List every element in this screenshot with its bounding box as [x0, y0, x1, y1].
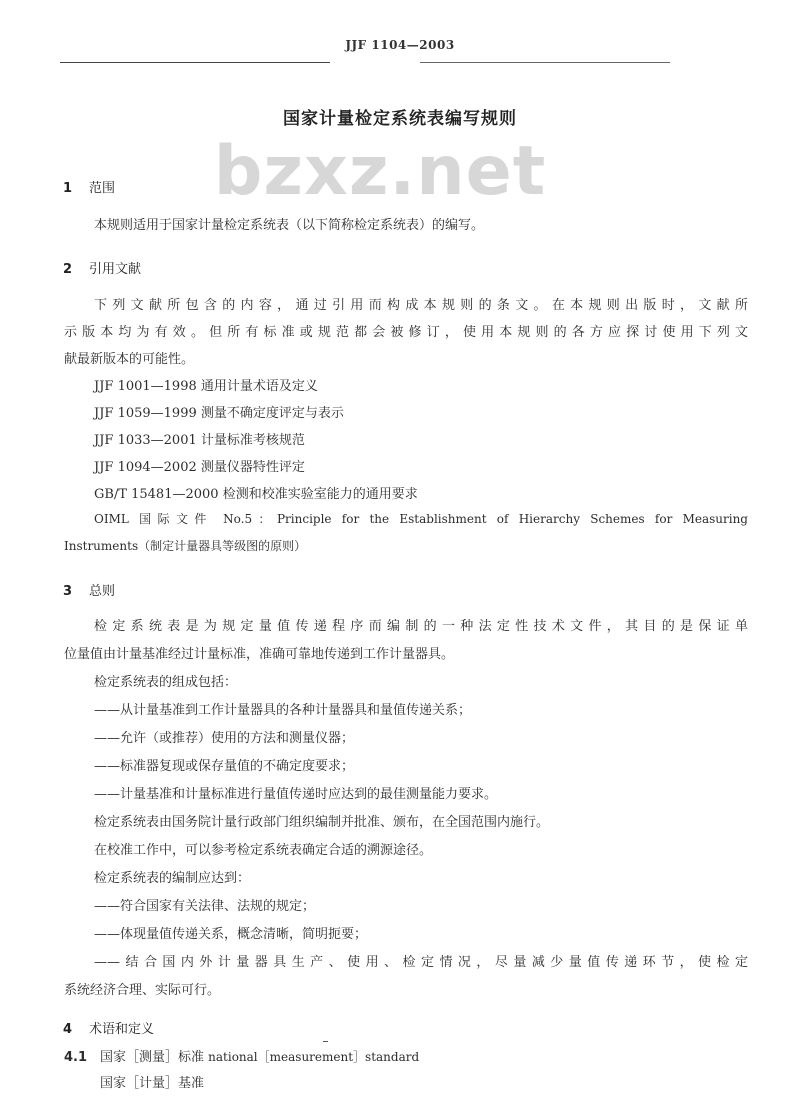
list-item: ——体现量值传递关系，概念清晰，简明扼要； — [94, 927, 368, 942]
section-number: 1 — [63, 181, 73, 196]
section-3-para-5: 检定系统表的编制应达到： — [94, 871, 251, 886]
section-heading-1 — [63, 177, 115, 196]
section-2-intro-line-3: 献最新版本的可能性。 — [64, 352, 195, 367]
scan-mark — [323, 1041, 328, 1042]
section-heading-4 — [63, 1018, 154, 1037]
section-1-paragraph: 本规则适用于国家计量检定系统表（以下简称检定系统表）的编写。 — [94, 218, 485, 233]
reference-item: JJF 1094—2002 测量仪器特性评定 — [94, 460, 305, 475]
reference-item: GB/T 15481—2000 检测和校准实验室能力的通用要求 — [94, 487, 418, 502]
reference-oiml-line-2: Instruments（制定计量器具等级图的原则） — [64, 539, 307, 553]
section-number: 2 — [63, 262, 73, 277]
list-item: ——符合国家有关法律、法规的规定； — [94, 899, 316, 914]
list-item-line-2: 系统经济合理、实际可行。 — [64, 983, 221, 998]
section-number: 4 — [63, 1022, 73, 1037]
list-item: ——从计量基准到工作计量器具的各种计量器具和量值传递关系； — [94, 703, 472, 718]
reference-item: JJF 1001—1998 通用计量术语及定义 — [94, 379, 318, 394]
section-heading-3 — [63, 580, 115, 599]
list-item: ——计量基准和计量标准进行量值传递时应达到的最佳测量能力要求。 — [94, 787, 498, 802]
term-entry — [64, 1046, 419, 1065]
header-standard-code: JJF 1104—2003 — [345, 38, 455, 52]
document-title: 国家计量检定系统表编写规则 — [283, 109, 517, 129]
section-number: 3 — [63, 584, 73, 599]
term-synonym: 国家［计量］基准 — [100, 1076, 205, 1091]
watermark-logo: bzxz.net — [213, 132, 547, 211]
section-3-para-4: 在校准工作中，可以参考检定系统表确定合适的溯源途径。 — [94, 843, 433, 858]
term-english: national［measurement］standard — [208, 1050, 420, 1064]
section-2-intro-line-2: 示版本均为有效。但所有标准或规范都会被修订，使用本规则的各方应探讨使用下列文 — [64, 325, 748, 340]
term-chinese: 国家［测量］标准 — [100, 1050, 205, 1065]
reference-oiml-line-1: OIML 国际文件 No.5：Principle for the Establishment of Hierarchy Schemes for Measuring — [94, 512, 748, 526]
section-heading-2 — [63, 258, 141, 277]
list-item: ——允许（或推荐）使用的方法和测量仪器； — [94, 731, 355, 746]
header-rule-right — [420, 62, 670, 63]
header-rule-left — [60, 62, 330, 63]
section-title: 总则 — [89, 584, 116, 599]
section-title: 引用文献 — [89, 262, 142, 277]
list-item: ——标准器复现或保存量值的不确定度要求； — [94, 759, 355, 774]
term-number: 4.1 — [64, 1050, 88, 1065]
section-3-para-1-line-1: 检定系统表是为规定量值传递程序而编制的一种法定性技术文件，其目的是保证单 — [94, 619, 748, 634]
section-3-para-1-line-2: 位量值由计量基准经过计量标准，准确可靠地传递到工作计量器具。 — [64, 647, 455, 662]
section-title: 术语和定义 — [89, 1022, 155, 1037]
reference-item: JJF 1033—2001 计量标准考核规范 — [94, 433, 305, 448]
list-item-line-1: ——结合国内外计量器具生产、使用、检定情况，尽量减少量值传递环节，使检定 — [94, 955, 748, 970]
section-title: 范围 — [89, 181, 116, 196]
section-3-para-2: 检定系统表的组成包括： — [94, 675, 238, 690]
section-3-para-3: 检定系统表由国务院计量行政部门组织编制并批准、颁布，在全国范围内施行。 — [94, 815, 550, 830]
section-2-intro-line-1: 下列文献所包含的内容，通过引用而构成本规则的条文。在本规则出版时，文献所 — [94, 298, 748, 313]
reference-item: JJF 1059—1999 测量不确定度评定与表示 — [94, 406, 344, 421]
